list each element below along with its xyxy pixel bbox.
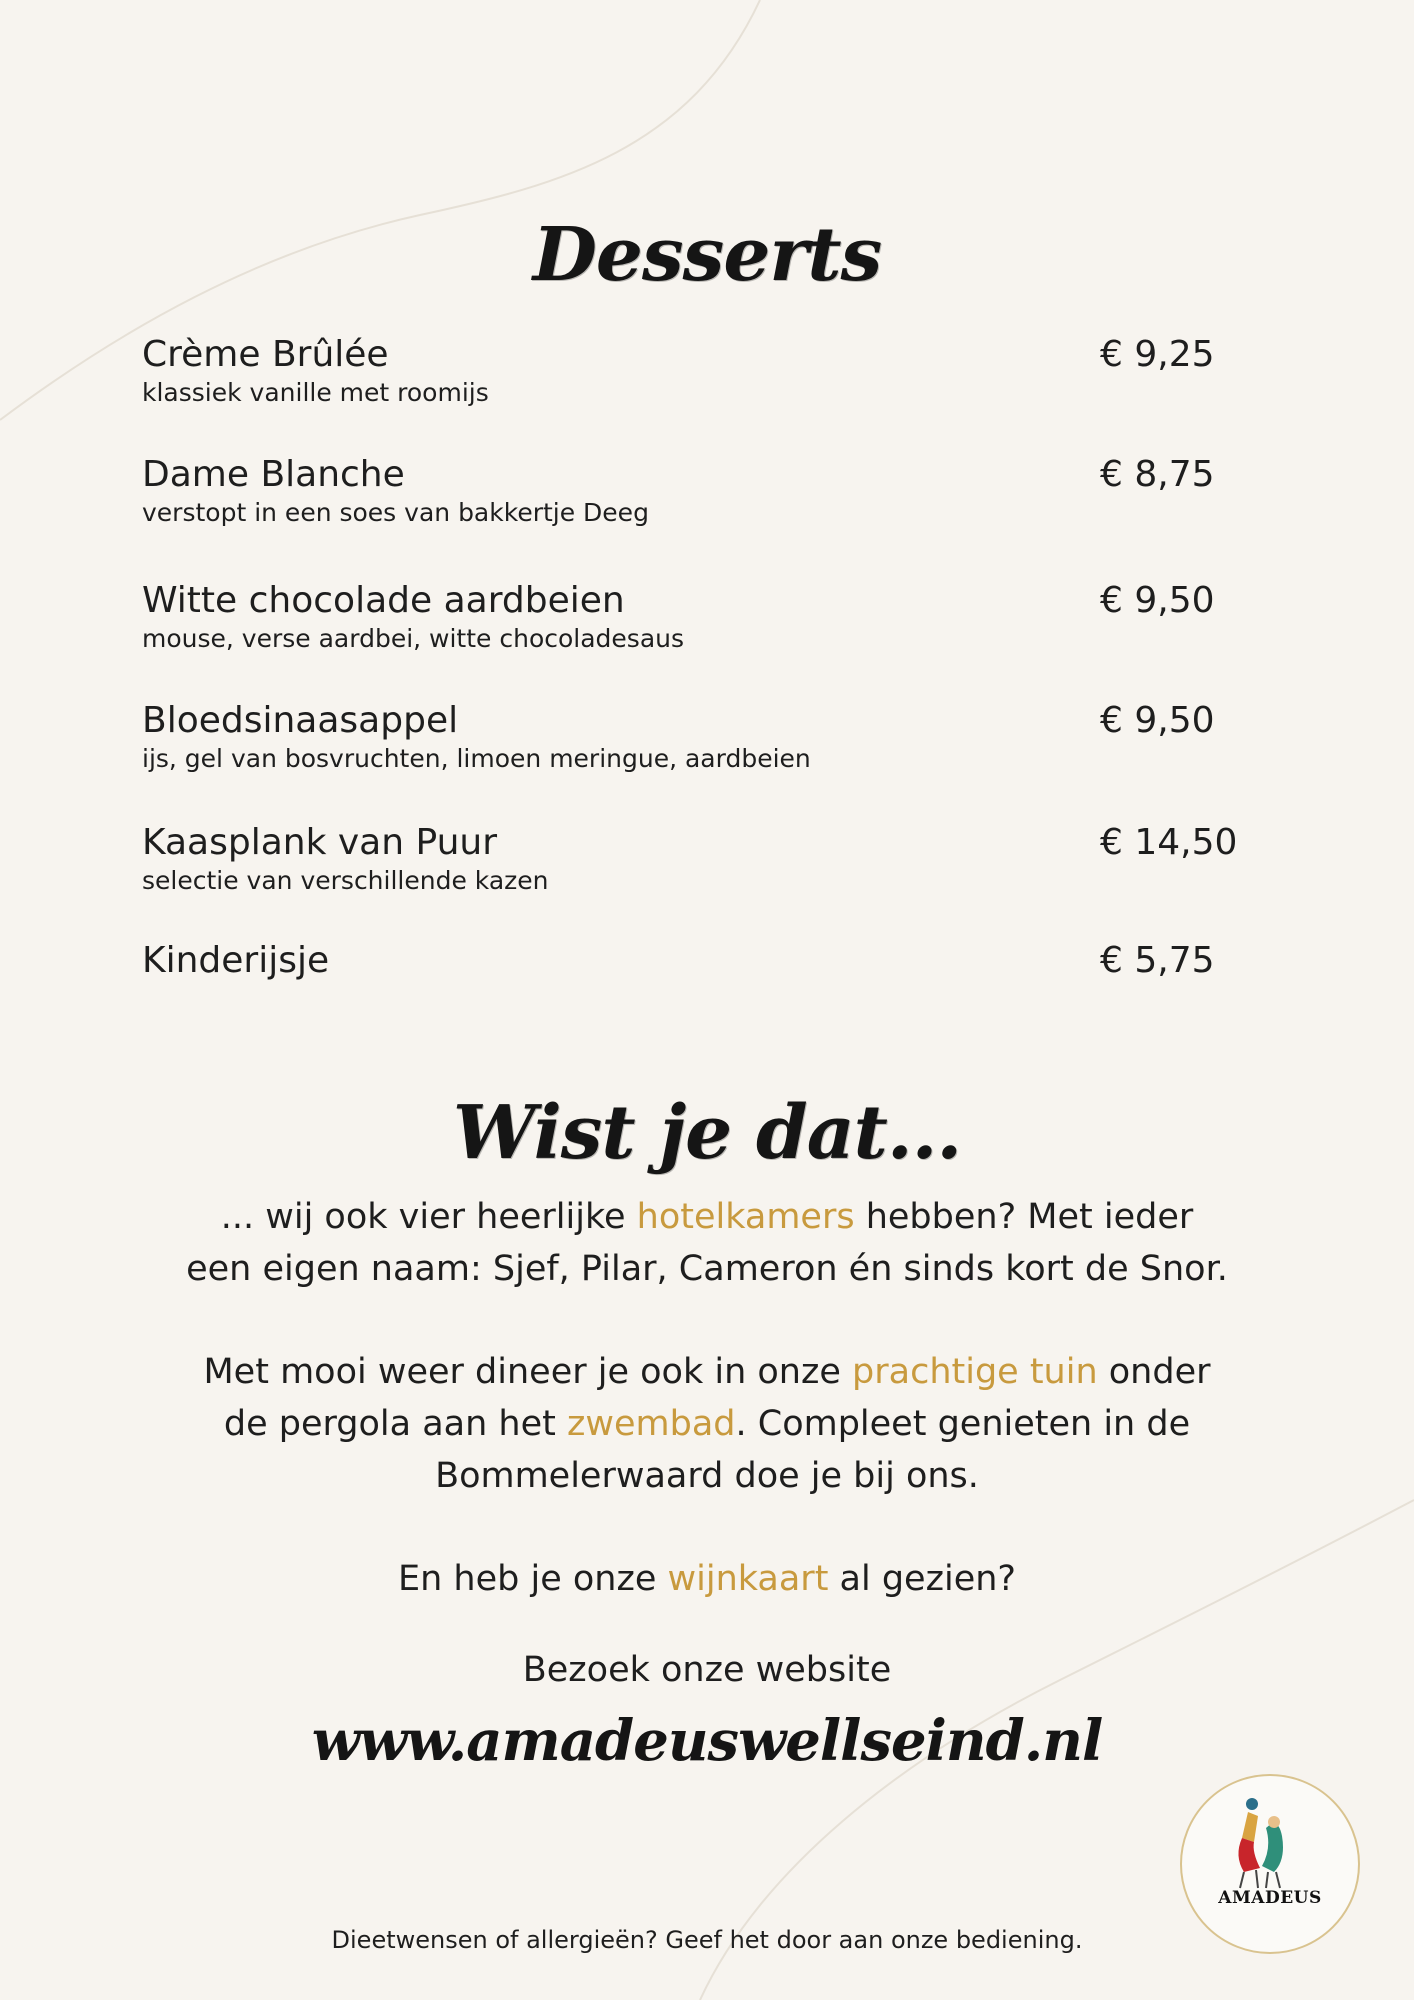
item-price: € 14,50 — [1100, 822, 1238, 863]
wine-list-link[interactable]: wijnkaart — [667, 1559, 829, 1599]
item-price: € 9,50 — [1100, 700, 1215, 741]
paragraph-text: Met mooi weer dineer je ook in onze — [203, 1352, 853, 1392]
allergy-notice: Dieetwensen of allergieën? Geef het door aan onze bediening. — [331, 1926, 1083, 1954]
wine-list-paragraph — [0, 1553, 1414, 1605]
item-price: € 8,75 — [1100, 454, 1215, 495]
item-description: mouse, verse aardbei, witte chocoladesaus — [142, 624, 685, 653]
logo-text: AMADEUS — [1218, 1888, 1322, 1908]
paragraph-text: hebben? Met ieder — [854, 1197, 1194, 1237]
item-name: Crème Brûlée — [142, 334, 389, 375]
website-url-link[interactable]: www.amadeuswellseind.nl — [311, 1708, 1103, 1774]
paragraph-text: de pergola aan het — [223, 1404, 567, 1444]
paragraph-text: . Compleet genieten in de — [735, 1404, 1191, 1444]
item-price: € 9,25 — [1100, 334, 1215, 375]
item-name: Dame Blanche — [142, 454, 405, 495]
item-name: Kaasplank van Puur — [142, 822, 498, 863]
website-label: Bezoek onze website — [522, 1650, 892, 1690]
paragraph-text: En heb je onze — [398, 1559, 668, 1599]
garden-paragraph — [0, 1346, 1414, 1502]
paragraph-text: al gezien? — [828, 1559, 1016, 1599]
item-description: selectie van verschillende kazen — [142, 866, 549, 895]
garden-link[interactable]: prachtige tuin — [852, 1352, 1098, 1392]
hotel-rooms-paragraph — [0, 1191, 1414, 1295]
hotelkamers-link[interactable]: hotelkamers — [636, 1197, 855, 1237]
item-description: ijs, gel van bosvruchten, limoen meringue, aardbeien — [142, 744, 811, 773]
pool-link[interactable]: zwembad — [567, 1404, 736, 1444]
paragraph-text: een eigen naam: Sjef, Pilar, Cameron én sinds kort de Snor. — [186, 1249, 1228, 1289]
did-you-know-title: Wist je dat... — [452, 1090, 962, 1176]
item-name: Witte chocolade aardbeien — [142, 580, 625, 621]
desserts-title: Desserts — [532, 212, 882, 298]
item-price: € 5,75 — [1100, 940, 1215, 981]
item-description: klassiek vanille met roomijs — [142, 378, 489, 407]
item-description: verstopt in een soes van bakkertje Deeg — [142, 498, 649, 527]
paragraph-text: onder — [1097, 1352, 1211, 1392]
item-name: Bloedsinaasappel — [142, 700, 459, 741]
paragraph-text: ... wij ook vier heerlijke — [220, 1197, 637, 1237]
item-name: Kinderijsje — [142, 940, 330, 981]
item-price: € 9,50 — [1100, 580, 1215, 621]
paragraph-text: Bommelerwaard doe je bij ons. — [435, 1456, 979, 1496]
